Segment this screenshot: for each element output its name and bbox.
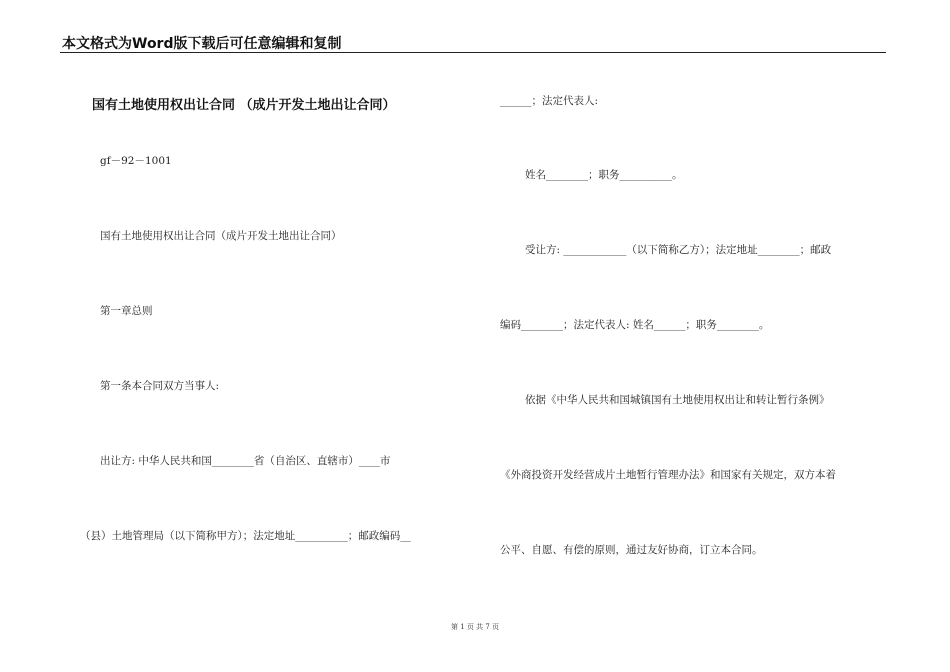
page-number: 第 1 页 共 7 页 [450,623,500,631]
header-banner: 本文格式为Word版下载后可任意编辑和复制 [62,36,342,52]
contract-name: 国有土地使用权出让合同（成片开发土地出让合同） [100,230,342,242]
legal-basis-line: 依据《中华人民共和国城镇国有土地使用权出让和转让暂行条例》 [525,394,830,406]
header-divider [60,52,886,53]
document-title: 国有土地使用权出让合同 （成片开发土地出让合同） [92,98,396,113]
chapter-heading: 第一章总则 [100,305,153,317]
article-heading: 第一条本合同双方当事人: [100,380,220,392]
grantor-line: 出让方: 中华人民共和国________省（自治区、直辖市）____市 [100,455,391,467]
legal-basis-line-continued: 《外商投资开发经营成片土地暂行管理办法》和国家有关规定，双方本着 [500,469,836,481]
name-title-line: 姓名________；职务__________。 [525,169,683,181]
principles-line: 公平、自愿、有偿的原则，通过友好协商，订立本合同。 [500,544,763,556]
grantee-line-continued: 编码________；法定代表人: 姓名______；职务________。 [500,319,770,331]
grantee-line: 受让方: ____________（以下简称乙方）；法定地址________；邮政 [525,244,832,256]
representative-line: ______；法定代表人: [500,95,599,107]
form-number: gf－92－1001 [100,155,172,167]
grantor-line-continued: （县）土地管理局（以下简称甲方）；法定地址__________；邮政编码__ [80,530,411,542]
